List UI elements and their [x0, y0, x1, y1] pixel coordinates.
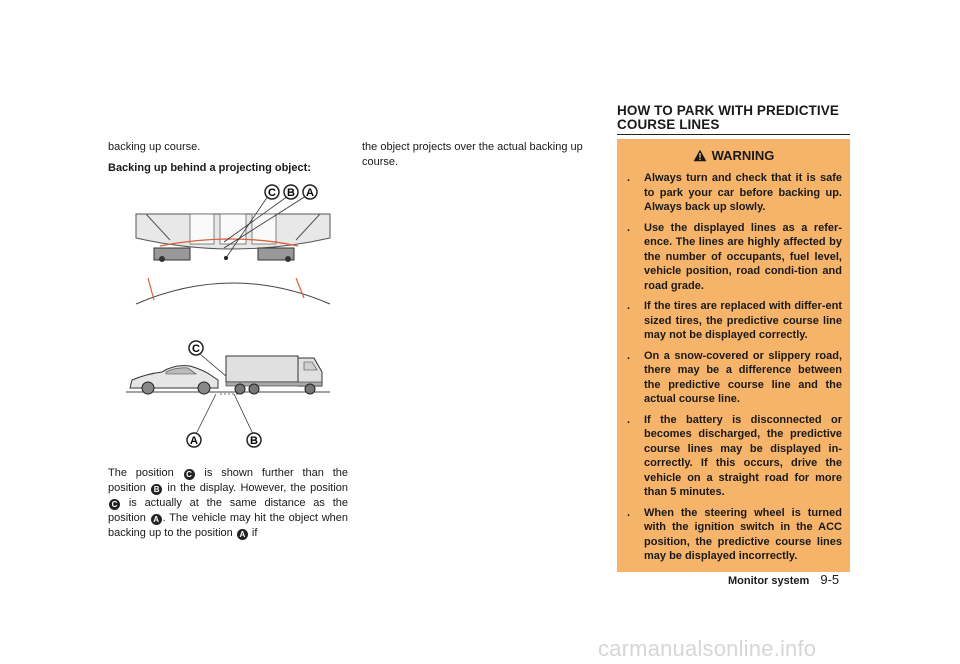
right-column: [617, 104, 850, 572]
svg-text:A: A: [306, 187, 314, 199]
intro-text: backing up course.: [108, 141, 201, 153]
warning-item: . If the tires are replaced with differ-ent sized tires, the predictive course line may not be displayed correctly.: [627, 300, 842, 341]
label-a-side: [187, 433, 201, 447]
subheading: Backing up behind a projecting object:: [108, 162, 311, 174]
warning-item: . On a snow-covered or slippery road, there may be a difference between the predictive course line and the actual course line.: [627, 349, 842, 405]
car-truck-side-illustration: [108, 336, 343, 456]
position-explanation: The position C is shown further than the position B in the display. However, the position C is actually at the same distance as the position A . The vehicle may hit the object when backing up to the position A if: [108, 467, 348, 539]
warning-triangle-icon: [693, 149, 707, 162]
label-b: [284, 185, 298, 199]
continuation-text: the object projects over the actual backing up course.: [362, 141, 583, 168]
page-footer: [728, 572, 839, 587]
marker-c: C: [109, 499, 120, 510]
footer-section-label: Monitor system: [728, 575, 810, 587]
marker-c: C: [184, 469, 195, 480]
left-column: [108, 140, 348, 541]
label-c: [265, 185, 279, 199]
warning-item: . Always turn and check that it is safe to park your car before backing up. Always back up slowly.: [627, 172, 842, 213]
warning-box: [617, 139, 850, 572]
label-a: [303, 185, 317, 199]
warning-item: . If the battery is disconnected or becomes discharged, the predictive course lines may be displayed in-correctly. If this occurs, drive the vehicle on a straight road for more than 5 minutes.: [627, 413, 842, 498]
svg-text:A: A: [190, 435, 198, 447]
page-number: 9-5: [820, 572, 840, 587]
label-b-side: [247, 433, 261, 447]
truck-box: [226, 356, 298, 382]
camera-display-illustration: [108, 184, 343, 332]
warning-header: WARNING: [625, 148, 842, 163]
middle-column: [362, 140, 602, 170]
marker-a: A: [151, 514, 162, 525]
warning-item: . Use the displayed lines as a refer-ence. The lines are highly affected by the number of occupants, fuel level, vehicle position, road condi-tion and road grade.: [627, 221, 842, 292]
svg-text:B: B: [250, 435, 258, 447]
marker-a: A: [237, 529, 248, 540]
section-title: HOW TO PARK WITH PREDICTIVE COURSE LINES: [617, 104, 850, 135]
svg-text:C: C: [192, 343, 200, 355]
warning-item: . When the steering wheel is turned with the ignition switch in the ACC position, the predictive course lines may be displayed incorrectly.: [627, 506, 842, 562]
label-c-side: [189, 341, 203, 355]
svg-text:C: C: [268, 187, 276, 199]
svg-text:B: B: [287, 187, 295, 199]
marker-b: B: [151, 484, 162, 495]
watermark: carmanualsonline.info: [598, 636, 817, 661]
